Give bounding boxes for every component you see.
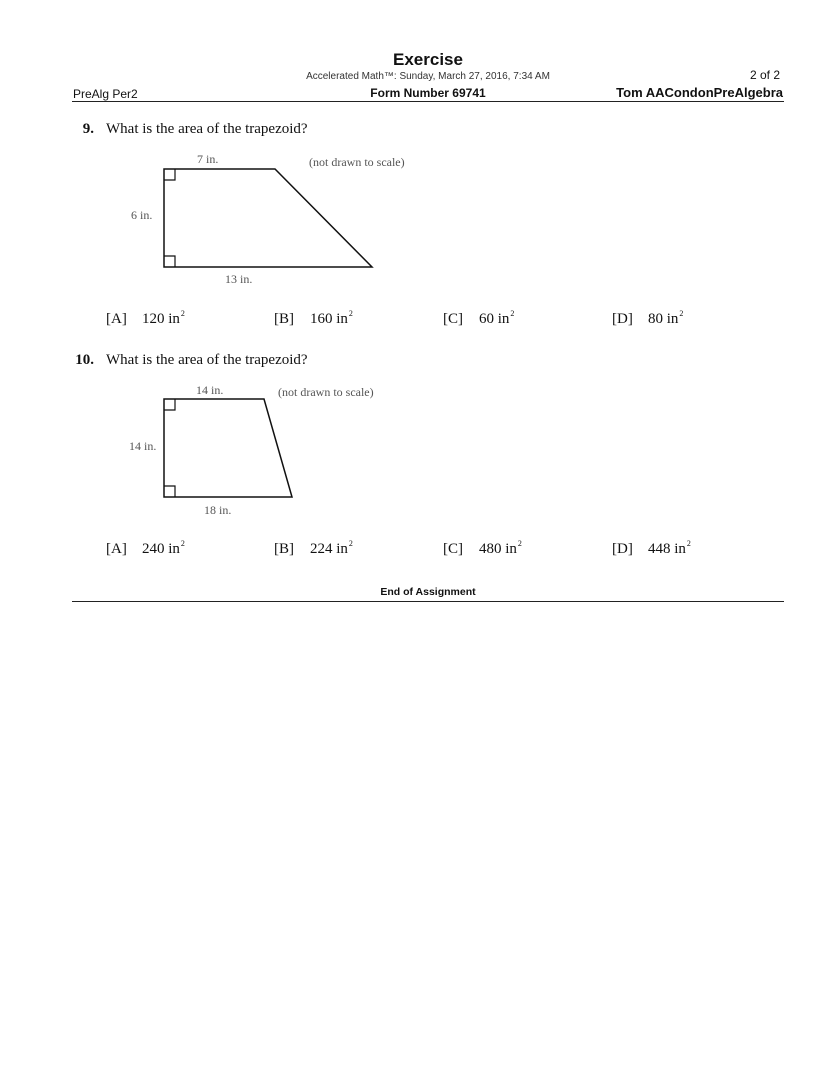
trapezoid-shape [164, 399, 292, 497]
page-title: Exercise [393, 50, 463, 69]
choice-exponent: 2 [348, 539, 353, 548]
question-text: What is the area of the trapezoid? [106, 352, 308, 368]
choice-exponent: 2 [679, 309, 684, 318]
scale-note: (not drawn to scale) [278, 385, 374, 399]
choice-exponent: 2 [686, 539, 691, 548]
choice-d[interactable] [612, 539, 691, 558]
choice-value: 160 in [310, 311, 348, 327]
choice-b[interactable] [274, 539, 353, 558]
choice-label: [B] [274, 541, 294, 557]
right-angle-marker [164, 399, 175, 410]
choice-exponent: 2 [180, 539, 185, 548]
class-name: PreAlg Per2 [73, 87, 138, 101]
question-number: 10. [75, 352, 94, 368]
choice-label: [D] [612, 311, 633, 327]
top-base-label: 7 in. [197, 152, 219, 166]
choice-value: 240 in [142, 541, 180, 557]
height-label: 6 in. [131, 208, 153, 222]
height-label: 14 in. [129, 439, 157, 453]
choice-c[interactable] [443, 539, 522, 558]
trapezoid-figure [0, 0, 832, 520]
page-indicator: 2 of 2 [749, 68, 780, 82]
choice-value: 480 in [479, 541, 517, 557]
choice-value: 448 in [648, 541, 686, 557]
choice-label: [A] [106, 311, 127, 327]
choice-value: 120 in [142, 311, 180, 327]
choice-label: [C] [443, 541, 463, 557]
choice-value: 60 in [479, 311, 510, 327]
choice-label: [C] [443, 311, 463, 327]
choice-exponent: 2 [517, 539, 522, 548]
question-text: What is the area of the trapezoid? [106, 121, 308, 137]
right-angle-marker [164, 486, 175, 497]
footer-rule [72, 601, 784, 602]
choice-label: [A] [106, 541, 127, 557]
bottom-base-label: 18 in. [204, 503, 232, 517]
form-number: Form Number 69741 [370, 86, 486, 100]
teacher-name: Tom AACondonPreAlgebra [616, 85, 783, 100]
choice-exponent: 2 [348, 309, 353, 318]
top-base-label: 14 in. [196, 383, 224, 397]
question-number: 9. [82, 121, 94, 137]
choice-label: [D] [612, 541, 633, 557]
choice-exponent: 2 [180, 309, 185, 318]
bottom-base-label: 13 in. [225, 272, 253, 286]
choice-value: 80 in [648, 311, 679, 327]
choice-label: [B] [274, 311, 294, 327]
end-of-assignment: End of Assignment [380, 586, 476, 598]
scale-note: (not drawn to scale) [309, 155, 405, 169]
choice-value: 224 in [310, 541, 348, 557]
header-subtitle: Accelerated Math™: Sunday, March 27, 2016, 7:34 AM [306, 71, 550, 82]
choice-a[interactable] [106, 539, 185, 558]
choice-exponent: 2 [510, 309, 515, 318]
